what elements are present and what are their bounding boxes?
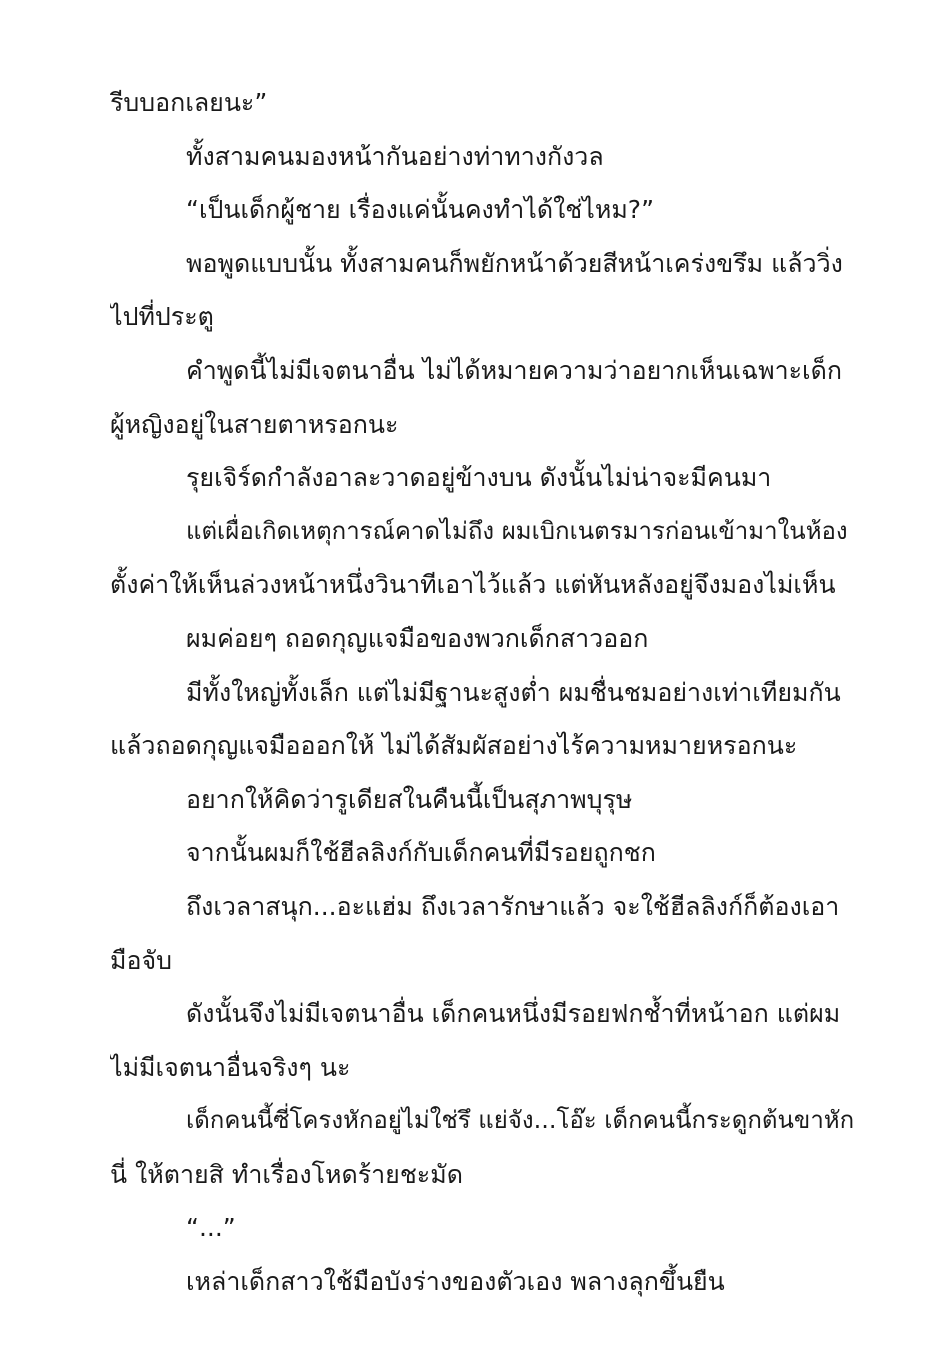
text-line: อยากให้คิดว่ารูเดียสในคืนนี้เป็นสุภาพบุรุษ (186, 784, 633, 814)
text-line: จากนั้นผมก็ใช้ฮีลลิงก์กับเด็กคนที่มีรอยถูกชก (186, 838, 656, 868)
text-line: แล้วถอดกุญแจมือออกให้ ไม่ได้สัมผัสอย่างไร้ความหมายหรอกนะ (110, 731, 798, 761)
text-line: “...” (186, 1213, 236, 1243)
text-line: เหล่าเด็กสาวใช้มือบังร่างของตัวเอง พลางลุกขึ้นยืน (186, 1267, 725, 1297)
text-line: ทั้งสามคนมองหน้ากันอย่างท่าทางกังวล (186, 141, 604, 171)
text-line: “เป็นเด็กผู้ชาย เรื่องแค่นั้นคงทำได้ใช่ไหม?” (186, 195, 655, 225)
text-line: ดังนั้นจึงไม่มีเจตนาอื่น เด็กคนหนึ่งมีรอยฟกช้ำที่หน้าอก แต่ผม (186, 999, 841, 1029)
text-line: รุยเจิร์ดกำลังอาละวาดอยู่ข้างบน ดังนั้นไม่น่าจะมีคนมา (186, 463, 772, 493)
text-line: มือจับ (110, 945, 173, 975)
text-line: ผู้หญิงอยู่ในสายตาหรอกนะ (110, 409, 399, 439)
text-line: ไม่มีเจตนาอื่นจริงๆ นะ (110, 1052, 351, 1082)
text-line: มีทั้งใหญ่ทั้งเล็ก แต่ไม่มีฐานะสูงต่ำ ผมชื่นชมอย่างเท่าเทียมกัน (186, 677, 841, 707)
text-line: นี่ ให้ตายสิ ทำเรื่องโหดร้ายชะมัด (110, 1159, 463, 1189)
text-line: เด็กคนนี้ซี่โครงหักอยู่ไม่ใช่รึ แย่จัง...โอ๊ะ เด็กคนนี้กระดูกต้นขาหัก (186, 1106, 855, 1135)
text-line: พอพูดแบบนั้น ทั้งสามคนก็พยักหน้าด้วยสีหน้าเคร่งขรึม แล้ววิ่ง (186, 248, 843, 278)
text-line: ผมค่อยๆ ถอดกุญแจมือของพวกเด็กสาวออก (186, 623, 649, 653)
text-line: ไปที่ประตู (110, 302, 214, 332)
text-line: ตั้งค่าให้เห็นล่วงหน้าหนึ่งวินาทีเอาไว้แล้ว แต่หันหลังอยู่จึงมองไม่เห็น (110, 570, 836, 600)
text-line: แต่เผื่อเกิดเหตุการณ์คาดไม่ถึง ผมเบิกเนตรมารก่อนเข้ามาในห้อง (186, 516, 848, 545)
text-line: รีบบอกเลยนะ” (110, 88, 268, 117)
text-line: คำพูดนี้ไม่มีเจตนาอื่น ไม่ได้หมายความว่าอยากเห็นเฉพาะเด็ก (186, 355, 842, 385)
text-line: ถึงเวลาสนุก...อะแฮ่ม ถึงเวลารักษาแล้ว จะใช้ฮีลลิงก์ก็ต้องเอา (186, 891, 840, 921)
body-text (110, 76, 855, 1309)
